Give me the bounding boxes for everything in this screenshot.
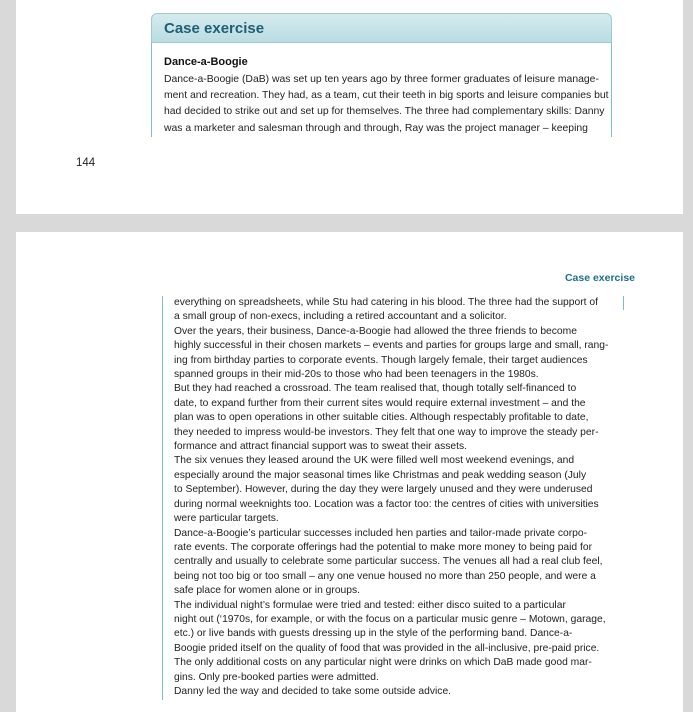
body-line: plan was to open operations in other suitable cities. Although respectably profitable to date,	[174, 412, 589, 424]
body-line: spanned groups in their mid-20s to those who had been teenagers in the 1980s.	[174, 369, 539, 381]
case-intro-paragraph	[164, 72, 609, 137]
case-box-right-border	[611, 43, 612, 137]
body-line: The individual night’s formulae were tried and tested: either disco suited to a particular	[174, 599, 566, 611]
body-line: especially around the major seasonal times like Christmas and peak wedding season (July	[174, 469, 587, 481]
body-line: Boogie prided itself on the quality of food that was provided in the all-inclusive, pre-paid price.	[174, 642, 600, 654]
body-line: a small group of non-execs, including a retired accountant and a solicitor.	[174, 311, 507, 323]
intro-line: Dance-a-Boogie (DaB) was set up ten years ago by three former graduates of leisure manage-	[164, 74, 599, 85]
body-line: to September). However, during the day they were largely unused and they were underused	[174, 484, 593, 496]
body-line: night out (‘1970s, for example, or with the focus on a particular music genre – Motown, garage,	[174, 613, 606, 625]
body-line: safe place for women alone or in groups.	[174, 585, 361, 597]
body-line: date, to expand further from their current sites would require external investment – and the	[174, 397, 586, 409]
body-line: everything on spreadsheets, while Stu had catering in his blood. The three had the support of	[174, 297, 598, 308]
body-line: Over the years, their business, Dance-a-Boogie had allowed the three friends to become	[174, 325, 577, 337]
body-line: gins. Only pre-booked parties were admitted.	[174, 671, 379, 683]
page-number: 144	[76, 157, 96, 169]
body-line: were particular targets.	[174, 513, 279, 525]
body-line: centrally and usually to celebrate some particular success. The venues all had a real club feel,	[174, 556, 603, 568]
body-line: The six venues they leased around the UK were filled well most weekend evenings, and	[174, 455, 575, 467]
body-line: ing from birthday parties to corporate events. Though largely female, their target audiences	[174, 354, 588, 366]
intro-line: had decided to strike out and set up for themselves. The three had complementary skills: Danny	[164, 106, 605, 118]
body-line: formance and attract financial support was to sweat their assets.	[174, 441, 468, 453]
intro-line: was a marketer and salesman through and through, Ray was the project manager – keeping	[164, 122, 588, 134]
body-line: Dance-a-Boogie’s particular successes included hen parties and tailor-made private corpo-	[174, 527, 588, 539]
body-line: etc.) or live bands with guests dressing up in the style of the performing band. Dance-a-	[174, 628, 573, 640]
case-body-text	[174, 296, 614, 699]
case-exercise-title: Case exercise	[164, 20, 265, 37]
case-box-left-border	[162, 296, 163, 700]
intro-line: ment and recreation. They had, as a team, cut their teeth in big sports and leisure companies but	[164, 90, 609, 102]
body-line: highly successful in their chosen markets – events and parties for groups large and small, rang-	[174, 340, 609, 352]
body-line: they needed to impress would-be investors. They felt that one way to improve the steady per-	[174, 426, 599, 438]
body-line: The only additional costs on any particular night were drinks on which DaB made good mar-	[174, 657, 592, 669]
body-line: during normal weeknights too. Location was a factor too: the centres of cities with universities	[174, 498, 599, 510]
body-line: rate events. The corporate offerings had the potential to make more money to being paid for	[174, 541, 593, 553]
body-line: Danny led the way and decided to take some outside advice.	[174, 685, 452, 697]
case-subtitle: Dance-a-Boogie	[164, 56, 248, 68]
case-box-right-border	[623, 296, 624, 310]
body-line: But they had reached a crossroad. The team realised that, though totally self-financed to	[174, 383, 577, 395]
case-exercise-header	[151, 13, 612, 43]
body-line: being not too big or too small – any one venue housed no more than 250 people, and were a	[174, 570, 596, 582]
case-box-left-border	[151, 43, 152, 137]
case-exercise-running-head: Case exercise	[564, 272, 635, 284]
